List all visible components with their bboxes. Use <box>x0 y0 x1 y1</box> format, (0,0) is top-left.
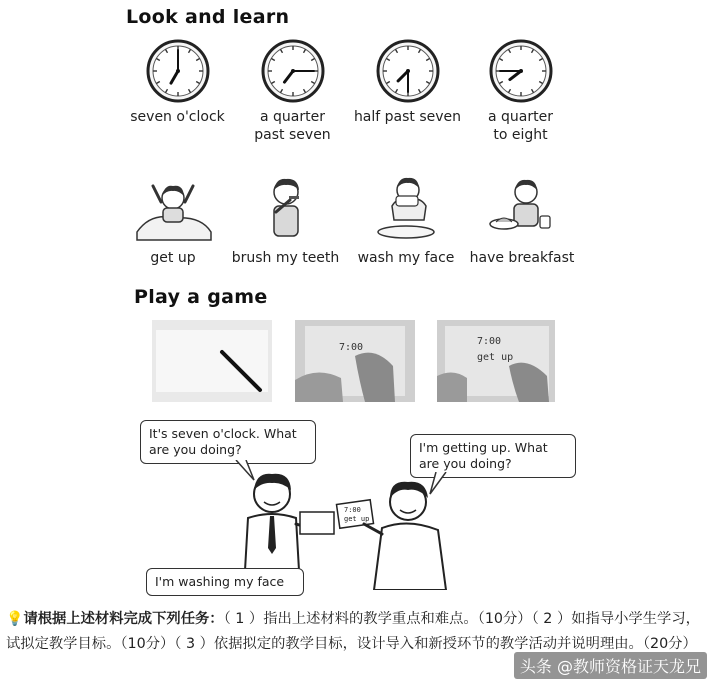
boy-washing-face-icon <box>368 172 444 242</box>
svg-text:get up: get up <box>344 515 370 523</box>
clock-caption: a quarter to eight <box>488 109 553 143</box>
task-paragraph <box>6 607 711 657</box>
action-caption: get up <box>150 250 196 266</box>
photo-blank-card-pen <box>152 320 272 402</box>
boy-right-illustration <box>360 474 460 590</box>
waking-boy-icon <box>131 172 215 242</box>
action-item-wash-face <box>350 172 462 267</box>
photo-note-action: get up <box>477 352 514 363</box>
look-and-learn-title: Look and learn <box>126 6 290 28</box>
clock-icon <box>260 38 326 104</box>
boy-eating-breakfast-icon <box>482 172 562 242</box>
bulb-icon: 💡 <box>6 611 24 627</box>
action-caption: have breakfast <box>469 250 575 266</box>
boy-brushing-teeth-icon <box>256 172 316 242</box>
clock-icon <box>488 38 554 104</box>
svg-text:7:00: 7:00 <box>344 506 361 514</box>
clock-item-3 <box>350 38 465 126</box>
watermark: 头条 @教师资格证天龙兄 <box>514 652 707 679</box>
photo-writing-time-action <box>437 320 555 402</box>
action-caption: wash my face <box>357 250 455 266</box>
clock-item-1 <box>125 38 230 126</box>
action-item-have-breakfast <box>468 172 576 267</box>
speech-bubble-boy1: It's seven o'clock. What are you doing? <box>140 420 316 464</box>
action-caption: brush my teeth <box>231 250 340 266</box>
task-body: （ 1 ）指出上述材料的教学重点和难点。（10分）（ 2 ）如指导小学生学习，试拟定教学目标。（10分）（ 3 ）依据拟定的教学目标，设计导入和新授环节的教学活动并说明理由。（20分） <box>6 611 700 652</box>
clock-item-2 <box>240 38 345 144</box>
clock-icon <box>375 38 441 104</box>
clock-caption: half past seven <box>353 109 462 125</box>
play-a-game-title: Play a game <box>134 286 268 308</box>
speech-bubble-boy1-reply: I'm washing my face <box>146 568 304 596</box>
action-item-brush-teeth <box>228 172 343 267</box>
clock-icon <box>145 38 211 104</box>
action-item-get-up <box>128 172 218 267</box>
speech-bubble-boy2: I'm getting up. What are you doing? <box>410 434 576 478</box>
task-label: 请根据上述材料完成下列任务： <box>23 611 224 627</box>
photo-writing-time <box>295 320 415 402</box>
clock-caption: seven o'clock <box>130 109 225 125</box>
photo-note-text: 7:00 <box>339 342 364 353</box>
photo-note-time: 7:00 <box>477 336 502 347</box>
clock-caption: a quarter past seven <box>254 109 331 143</box>
clock-item-4 <box>468 38 573 144</box>
